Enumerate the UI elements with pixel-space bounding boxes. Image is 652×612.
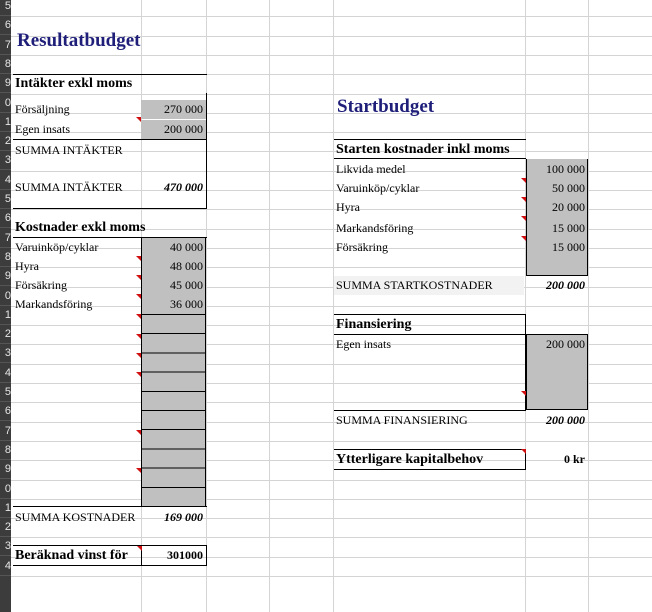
grid-column-line: [588, 0, 589, 612]
vinst-label[interactable]: Beräknad vinst för: [15, 548, 128, 563]
row-number[interactable]: 2: [0, 518, 11, 537]
start-value-likvida[interactable]: 100 000: [546, 162, 585, 176]
row-number[interactable]: 6: [0, 402, 11, 421]
row-number[interactable]: 9: [0, 267, 11, 286]
summa-intakter-label-1[interactable]: SUMMA INTÄKTER: [15, 143, 123, 157]
start-value-varuinkop[interactable]: 50 000: [552, 181, 585, 195]
row-number[interactable]: 5: [0, 190, 11, 209]
start-label-varuinkop[interactable]: Varuinköp/cyklar: [336, 181, 420, 195]
kostnad-label-varuinkop[interactable]: Varuinköp/cyklar: [15, 240, 99, 254]
kostnader-header[interactable]: Kostnader exkl moms: [15, 220, 146, 235]
row-number[interactable]: 3: [0, 537, 11, 556]
row-number[interactable]: 5: [0, 383, 11, 402]
comment-marker[interactable]: [136, 256, 141, 261]
row-number[interactable]: 8: [0, 55, 11, 74]
start-label-likvida[interactable]: Likvida medel: [336, 162, 406, 176]
row-number[interactable]: 4: [0, 171, 11, 190]
fin-value-egen-insats[interactable]: 200 000: [546, 337, 585, 351]
row-number[interactable]: 7: [0, 422, 11, 441]
fin-label-egen-insats[interactable]: Egen insats: [336, 337, 391, 351]
row-number[interactable]: 5: [0, 0, 11, 16]
summa-fin-label[interactable]: SUMMA FINANSIERING: [336, 413, 468, 427]
comment-marker[interactable]: [137, 546, 142, 551]
summa-intakter-value[interactable]: 470 000: [164, 180, 203, 194]
kostnad-value-hyra[interactable]: 48 000: [170, 259, 203, 273]
startbudget-title: Startbudget: [337, 96, 435, 117]
grid-column-line: [269, 0, 270, 612]
intakt-value-egen-insats[interactable]: 200 000: [141, 120, 206, 139]
kostnad-label-hyra[interactable]: Hyra: [15, 259, 39, 273]
row-number[interactable]: 3: [0, 344, 11, 363]
comment-marker[interactable]: [136, 372, 141, 377]
vinst-value[interactable]: 301000: [167, 548, 203, 562]
grid-row-line: [11, 480, 652, 481]
row-number[interactable]: 0: [0, 287, 11, 306]
summa-kostnader-label[interactable]: SUMMA KOSTNADER: [15, 510, 136, 524]
row-header[interactable]: [0, 0, 11, 612]
grid-row-line: [11, 537, 652, 538]
row-number[interactable]: 1: [0, 499, 11, 518]
comment-marker[interactable]: [136, 314, 141, 319]
comment-marker[interactable]: [521, 178, 526, 183]
kostnad-label-markandsforing[interactable]: Markandsföring: [15, 297, 93, 311]
summa-start-label[interactable]: SUMMA STARTKOSTNADER: [334, 276, 524, 295]
comment-marker[interactable]: [136, 294, 141, 299]
comment-marker[interactable]: [136, 430, 141, 435]
summa-start-value[interactable]: 200 000: [546, 278, 585, 292]
row-number[interactable]: 9: [0, 460, 11, 479]
comment-marker[interactable]: [521, 197, 526, 202]
kostnad-value-varuinkop[interactable]: 40 000: [170, 240, 203, 254]
comment-marker[interactable]: [521, 449, 526, 454]
kostnad-value-forsakring[interactable]: 45 000: [170, 278, 203, 292]
comment-marker[interactable]: [521, 391, 526, 396]
start-label-forsakring[interactable]: Försäkring: [336, 240, 388, 254]
comment-marker[interactable]: [136, 468, 141, 473]
comment-marker[interactable]: [521, 236, 526, 241]
summa-intakter-underline: [13, 139, 207, 140]
grid-row-line: [11, 441, 652, 442]
intakter-header[interactable]: Intäkter exkl moms: [15, 76, 133, 91]
row-number[interactable]: 3: [0, 151, 11, 170]
grid-row-line: [11, 325, 652, 326]
start-value-hyra[interactable]: 20 000: [552, 200, 585, 214]
grid-column-line: [525, 0, 526, 612]
summa-intakter-label-2[interactable]: SUMMA INTÄKTER: [15, 180, 123, 194]
kostnad-value-markandsforing[interactable]: 36 000: [170, 297, 203, 311]
comment-marker[interactable]: [521, 216, 526, 221]
row-number[interactable]: 4: [0, 557, 11, 576]
comment-marker[interactable]: [136, 117, 141, 122]
grid-row-line: [11, 576, 652, 577]
comment-marker[interactable]: [136, 334, 141, 339]
start-value-markandsforing[interactable]: 15 000: [552, 221, 585, 235]
row-number[interactable]: 1: [0, 113, 11, 132]
row-number[interactable]: 4: [0, 364, 11, 383]
grid-row-line: [11, 16, 652, 17]
start-value-forsakring[interactable]: 15 000: [552, 240, 585, 254]
grid-row-line: [11, 55, 652, 56]
kostnad-cell-lines: [141, 314, 206, 506]
row-number[interactable]: 1: [0, 306, 11, 325]
row-number[interactable]: 7: [0, 36, 11, 55]
grid-column-line: [333, 0, 334, 612]
row-number[interactable]: 9: [0, 74, 11, 93]
row-number[interactable]: 7: [0, 229, 11, 248]
comment-marker[interactable]: [136, 353, 141, 358]
row-number[interactable]: 6: [0, 16, 11, 35]
row-number[interactable]: 2: [0, 325, 11, 344]
row-number[interactable]: 2: [0, 132, 11, 151]
finansiering-header[interactable]: Finansiering: [336, 317, 412, 332]
row-number[interactable]: 6: [0, 209, 11, 228]
row-number[interactable]: 8: [0, 248, 11, 267]
start-label-hyra[interactable]: Hyra: [336, 200, 360, 214]
row-number[interactable]: 0: [0, 94, 11, 113]
start-label-markandsforing[interactable]: Markandsföring: [336, 221, 414, 235]
row-number[interactable]: 0: [0, 480, 11, 499]
summa-kostnader-value[interactable]: 169 000: [164, 510, 203, 524]
intakt-label-egen-insats[interactable]: Egen insats: [15, 122, 70, 136]
summa-fin-value[interactable]: 200 000: [546, 413, 585, 427]
grid-row-line: [11, 499, 652, 500]
intakt-value-forsaljning[interactable]: 270 000: [141, 100, 206, 119]
kapital-label[interactable]: Ytterligare kapitalbehov: [336, 452, 484, 467]
summa-kostnader-border: [13, 506, 207, 507]
row-number[interactable]: 8: [0, 441, 11, 460]
intakt-label-forsaljning[interactable]: Försäljning: [15, 102, 70, 116]
resultatbudget-title: Resultatbudget: [17, 30, 141, 51]
starten-header[interactable]: Starten kostnader inkl moms: [336, 142, 510, 157]
kostnad-label-forsakring[interactable]: Försäkring: [15, 278, 67, 292]
comment-marker[interactable]: [136, 275, 141, 280]
kapital-value[interactable]: 0 kr: [564, 452, 585, 466]
